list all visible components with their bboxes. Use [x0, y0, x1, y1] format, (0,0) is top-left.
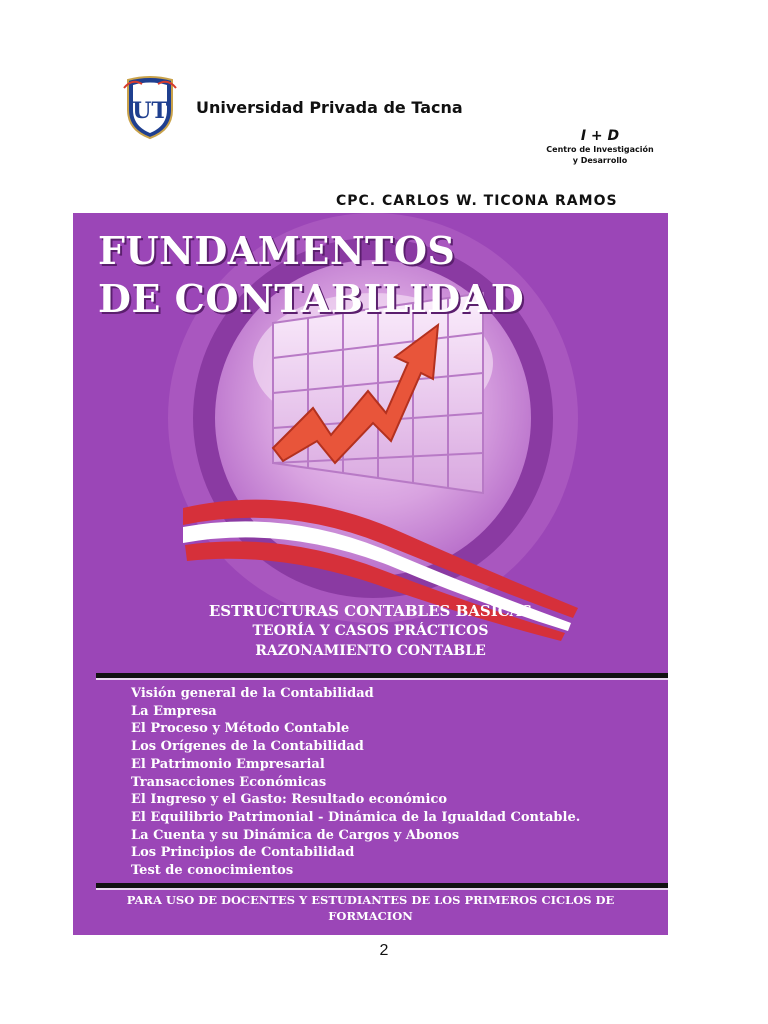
university-shield-icon [122, 76, 178, 140]
toc-item: El Patrimonio Empresarial [131, 756, 325, 772]
subtitle1: ESTRUCTURAS CONTABLES BASICAS [208, 602, 533, 620]
toc-item: Transacciones Económicas [131, 774, 327, 790]
toc-item: Los Principios de Contabilidad [131, 845, 355, 861]
toc-item: El Equilibrio Patrimonial - Dinámica de la Igualdad Contable. [131, 809, 581, 825]
toc-item: El Ingreso y el Gasto: Resultado económico [131, 792, 448, 808]
toc-item: El Proceso y Método Contable [131, 721, 350, 737]
cover-footer: PARA USO DE DOCENTES Y ESTUDIANTES DE LOS PRIMEROS CICLOS DE FORMACION [126, 893, 615, 923]
toc-item: La Cuenta y su Dinámica de Cargos y Abonos [131, 827, 460, 843]
book-cover [73, 213, 668, 935]
research-center-label [530, 128, 670, 166]
cover-title [98, 227, 524, 323]
page-number: 2 [379, 942, 389, 959]
id-line1: Centro de Investigación [546, 145, 654, 154]
id-line2: y Desarrollo [572, 156, 628, 165]
id-title: I + D [580, 128, 620, 144]
toc-item: La Empresa [131, 703, 217, 719]
chart-grid-graphic [273, 293, 483, 493]
cover-subtitles [73, 601, 668, 661]
title-line2: DE CONTABILIDAD [98, 276, 525, 321]
logo-letters: UT [132, 98, 168, 124]
toc-item: Los Orígenes de la Contabilidad [131, 739, 364, 755]
subtitle3: RAZONAMIENTO CONTABLE [255, 643, 486, 659]
divider-top [96, 673, 668, 678]
title-line1: FUNDAMENTOS [98, 228, 456, 273]
toc-item: Test de conocimientos [131, 863, 294, 879]
author-name: CPC. CARLOS W. TICONA RAMOS [336, 193, 618, 209]
toc-item: Visión general de la Contabilidad [131, 686, 374, 701]
divider-bottom [96, 883, 668, 888]
table-of-contents [131, 685, 580, 880]
subtitle2: TEORÍA Y CASOS PRÁCTICOS [252, 623, 489, 639]
university-name: Universidad Privada de Tacna [196, 98, 463, 117]
